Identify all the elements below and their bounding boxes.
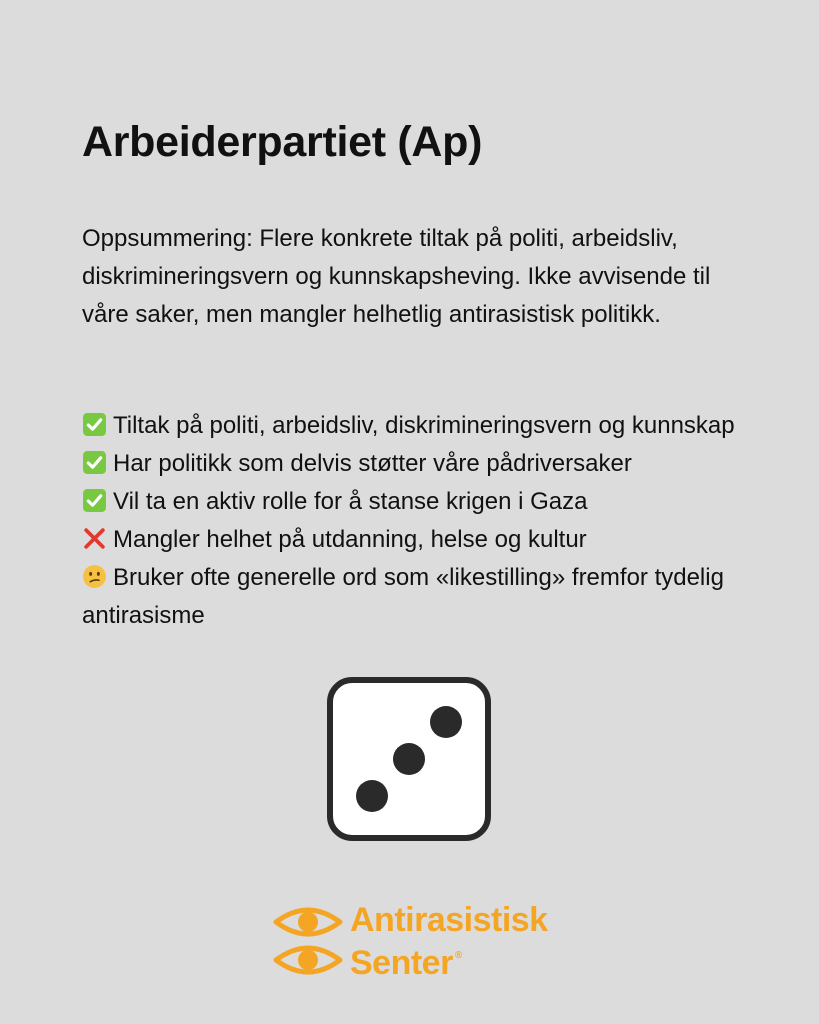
point-text: Tiltak på politi, arbeidsliv, diskrimineringsvern og kunnskap [113, 412, 735, 439]
registered-mark: ® [454, 950, 462, 961]
dice-three-icon [326, 676, 492, 842]
point-text: Bruker ofte generelle ord som «likestilling» fremfor tydelig antirasisme [82, 564, 724, 629]
summary-text: Oppsummering: Flere konkrete tiltak på politi, arbeidsliv, diskrimineringsvern og kunnskapsheving. Ikke avvisende til våre saker, men mangler helhetlig antirasistisk politikk. [82, 225, 711, 328]
brand-logo [272, 900, 562, 984]
page-title: Arbeiderpartiet (Ap) [82, 118, 483, 166]
check-mark-icon [82, 488, 107, 513]
cross-mark-icon [82, 526, 107, 551]
brand-name-line2 [350, 938, 548, 981]
check-mark-icon [82, 450, 107, 475]
list-item [82, 445, 752, 483]
evaluation-list [82, 407, 752, 635]
eyes-logo-icon [272, 902, 344, 982]
brand-name-line1: Antirasistisk [350, 901, 548, 939]
confused-face-icon [82, 564, 107, 589]
list-item [82, 407, 752, 445]
point-text: Vil ta en aktiv rolle for å stanse krigen i Gaza [113, 488, 588, 515]
brand-name-line2-text: Senter [350, 944, 453, 982]
check-mark-icon [82, 412, 107, 437]
list-item [82, 559, 752, 635]
point-text: Mangler helhet på utdanning, helse og kultur [113, 526, 587, 553]
list-item [82, 521, 752, 559]
brand-name [350, 902, 548, 981]
point-text: Har politikk som delvis støtter våre pådriversaker [113, 450, 632, 477]
list-item [82, 483, 752, 521]
